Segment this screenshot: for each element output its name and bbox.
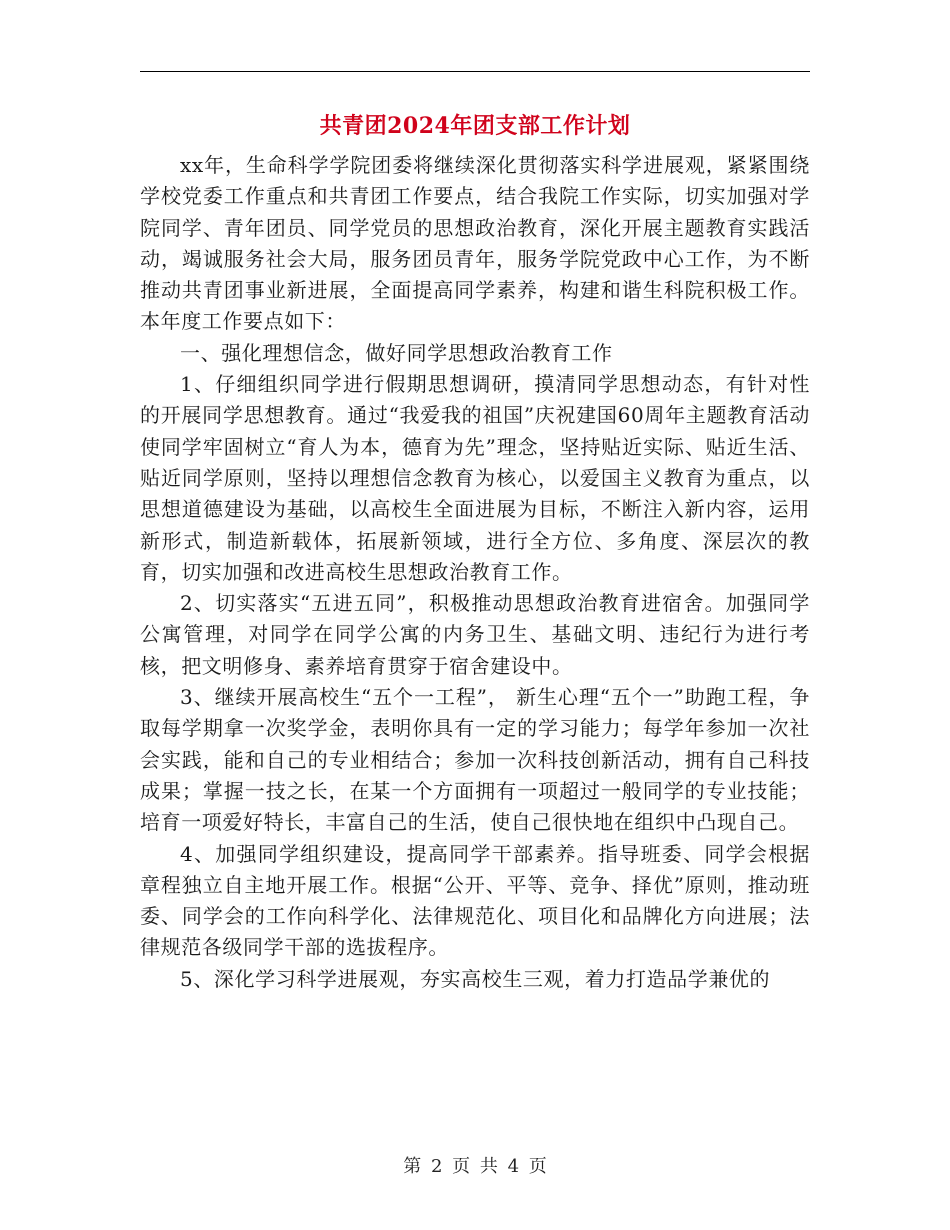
intro-paragraph: xx年，生命科学学院团委将继续深化贯彻落实科学进展观，紧紧围绕学校党委工作重点和共青团工作要点，结合我院工作实际，切实加强对学院同学、青年团员、同学党员的思想政治教育，深化开展主题教育实践活动，竭诚服务社会大局，服务团员青年，服务学院党政中心工作，为不断推动共青团事业新进展，全面提高同学素养，构建和谐生科院积极工作。本年度工作要点如下：	[140, 153, 810, 334]
section-heading: 一、强化理想信念，做好同学思想政治教育工作	[180, 340, 613, 365]
item-paragraph-2: 2、切实落实“五进五同”，积极推动思想政治教育进宿舍。加强同学公寓管理，对同学在同学公寓的内务卫生、基础文明、违纪行为进行考核，把文明修身、素养培育贯穿于宿舍建设中。	[140, 591, 810, 678]
document-body	[140, 150, 810, 995]
item-paragraph-4: 4、加强同学组织建设，提高同学干部素养。指导班委、同学会根据章程独立自主地开展工作。根据“公开、平等、竞争、择优”原则，推动班委、同学会的工作向科学化、法律规范化、项目化和品牌化方向进展；法律规范各级同学干部的选拔程序。	[140, 841, 810, 960]
item-paragraph-1: 1、仔细组织同学进行假期思想调研，摸清同学思想动态，有针对性的开展同学思想教育。通过“我爱我的祖国”庆祝建国60周年主题教育活动使同学牢固树立“育人为本，德育为先”理念，坚持贴近实际、贴近生活、贴近同学原则，坚持以理想信念教育为核心，以爱国主义教育为重点，以思想道德建设为基础，以高校生全面进展为目标，不断注入新内容，运用新形式，制造新载体，拓展新领域，进行全方位、多角度、深层次的教育，切实加强和改进高校生思想政治教育工作。	[140, 372, 810, 584]
item-paragraph-3: 3、继续开展高校生“五个一工程”， 新生心理“五个一”助跑工程，争取每学期拿一次奖学金，表明你具有一定的学习能力；每学年参加一次社会实践，能和自己的专业相结合；参加一次科技创新活动，拥有自己科技成果；掌握一技之长，在某一个方面拥有一项超过一般同学的专业技能；培育一项爱好特长，丰富自己的生活，使自己很快地在组织中凸现自己。	[140, 685, 810, 835]
item-paragraph-5: 5、深化学习科学进展观，夯实高校生三观，着力打造品学兼优的	[180, 966, 771, 991]
document-title: 共青团2024年团支部工作计划	[319, 113, 631, 139]
header-rule	[140, 71, 810, 72]
page-number-footer: 第 2 页 共 4 页	[403, 1156, 547, 1177]
